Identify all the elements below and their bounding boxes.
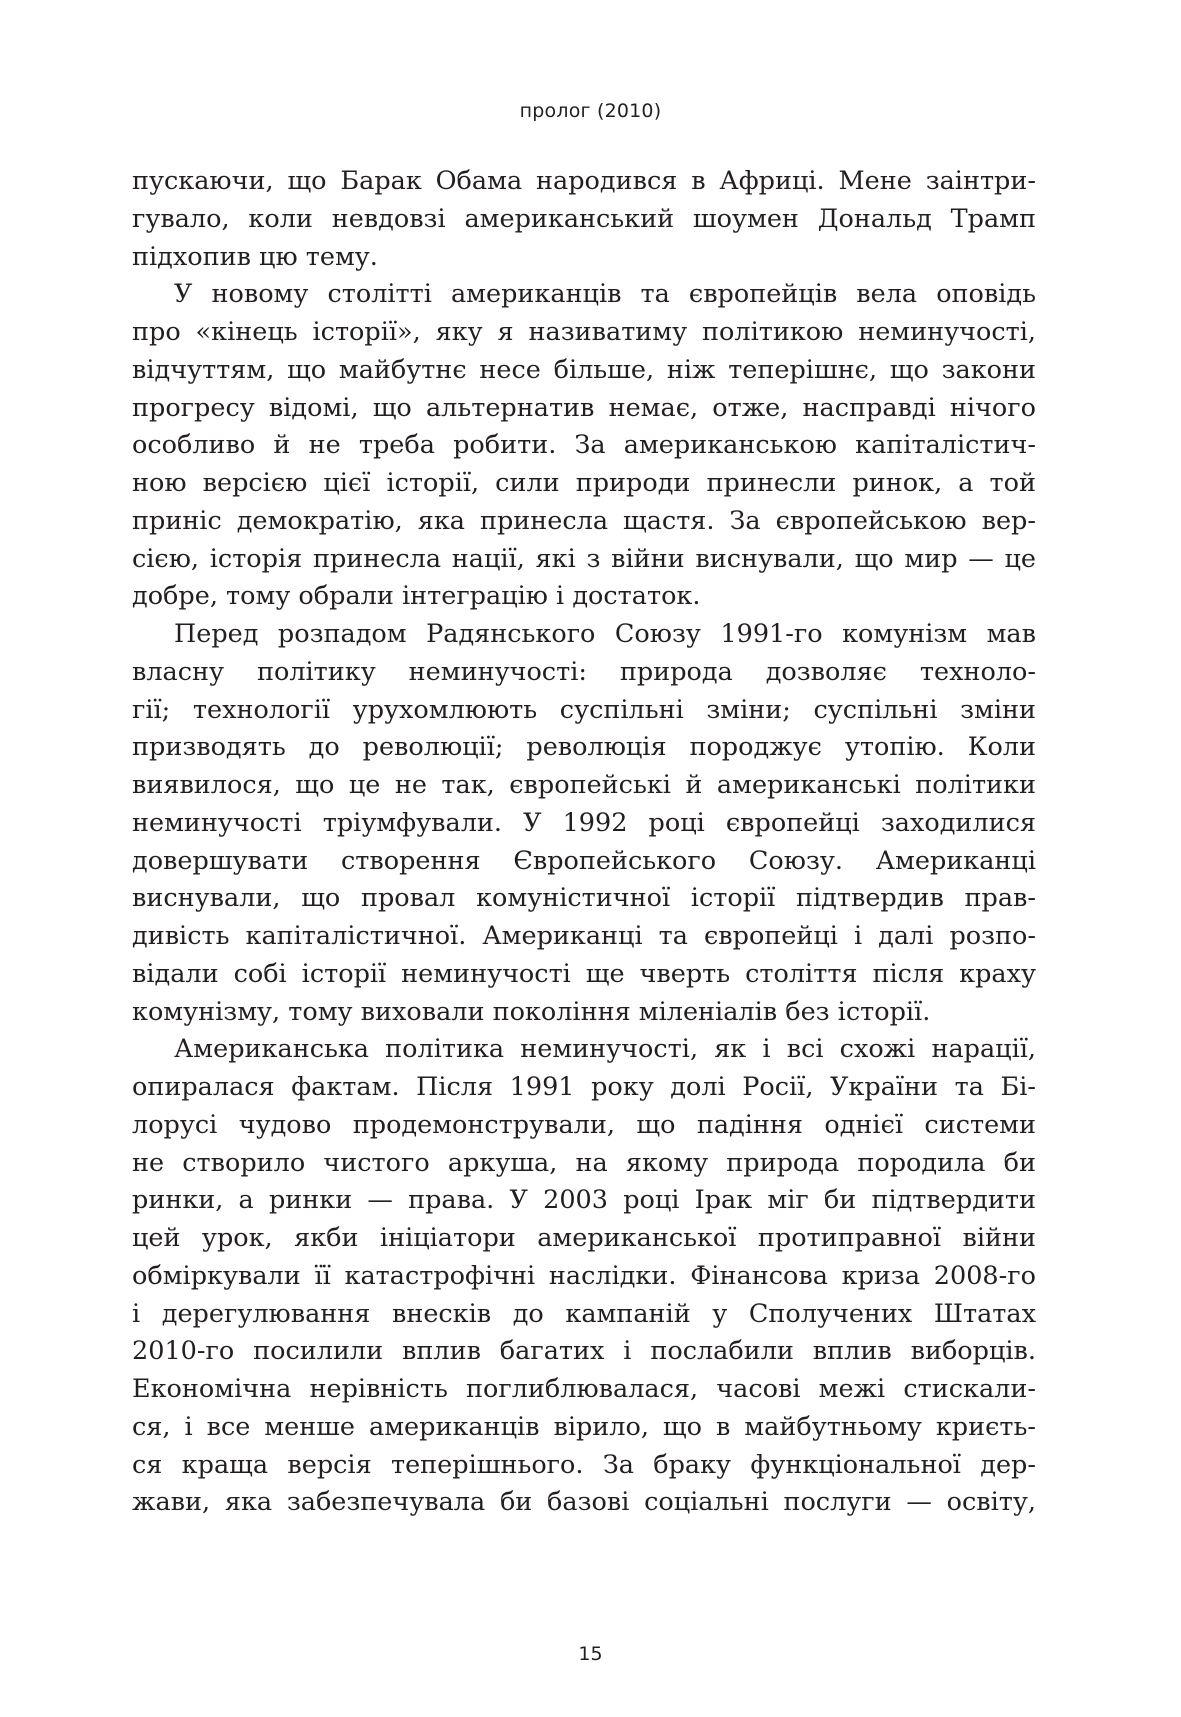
text-line: 2010-го посилили вплив багатих і послабили вплив виборців. [132, 1336, 1036, 1367]
text-line: виснували, що провал комуністичної історії підтвердив прав- [132, 883, 1036, 914]
text-line: про «кінець історії», яку я називатиму політикою неминучості, [132, 317, 1036, 347]
text-line: сією, історія принесла нації, які з війни виснували, що мир — це [132, 543, 1036, 574]
paragraph [132, 276, 1036, 616]
text-line: добре, тому обрали інтеграцію і достаток. [132, 581, 701, 612]
running-head: пролог (2010) [519, 100, 662, 122]
text-line: приніс демократію, яка принесла щастя. За європейською вер- [132, 505, 1036, 536]
text-line: виявилося, що це не так, європейські й американські політики [132, 770, 1036, 800]
text-line: ся краща версія теперішнього. За браку функціональної дер- [132, 1449, 1036, 1480]
text-line: відали собі історії неминучості ще чверть століття після краху [132, 958, 1036, 989]
text-line: неминучості тріумфували. У 1992 році європейці заходилися [132, 807, 1036, 838]
text-line: довершувати створення Європейського Союзу. Американці [132, 845, 1036, 876]
text-line: Перед розпадом Радянського Союзу 1991-го комунізм мав [174, 619, 1036, 649]
text-line: Американська політика неминучості, як і всі схожі нарації, [174, 1034, 1036, 1065]
paragraph [132, 163, 1036, 276]
text-line: Економічна нерівність поглиблювалася, часові межі стискали- [132, 1374, 1036, 1404]
text-line: відчуттям, що майбутнє несе більше, ніж теперішнє, що закони [132, 354, 1036, 385]
text-line: призводять до революції; революція породжує утопію. Коли [132, 732, 1036, 763]
paragraph [132, 616, 1036, 1031]
text-line: лорусі чудово продемонстрували, що падіння однієї системи [132, 1109, 1036, 1140]
paragraph [132, 1031, 1036, 1522]
text-line: пускаючи, що Барак Обама народився в Африці. Мене заінтри- [132, 166, 1036, 196]
text-line: У новому столітті американців та європейців вела оповідь [174, 279, 1036, 310]
text-line: жави, яка забезпечувала би базові соціальні послуги — освіту, [132, 1487, 1036, 1518]
text-line: власну політику неминучості: природа дозволяє техноло- [132, 656, 1036, 687]
text-line: комунізму, тому виховали покоління міленіалів без історії. [132, 996, 931, 1027]
text-line: ною версією цієї історії, сили природи принесли ринок, а той [132, 468, 1036, 498]
text-line: підхопив цю тему. [132, 241, 378, 272]
page-number: 15 [578, 1643, 603, 1665]
text-line: не створило чистого аркуша, на якому природа породила би [132, 1147, 1036, 1178]
text-line: і дерегулювання внесків до кампаній у Сполучених Штатах [132, 1298, 1036, 1329]
text-line: дивість капіталістичної. Американці та європейці і далі розпо- [132, 921, 1036, 951]
text-line: гії; технології урухомлюють суспільні зміни; суспільні зміни [132, 694, 1036, 725]
text-line: ся, і все менше американців вірило, що в майбутньому криєть- [132, 1411, 1036, 1442]
text-line: опиралася фактам. Після 1991 року долі Росії, України та Бі- [132, 1072, 1036, 1102]
text-line: ринки, а ринки — права. У 2003 році Ірак міг би підтвердити [132, 1185, 1036, 1216]
text-line: цей урок, якби ініціатори американської протиправної війни [132, 1223, 1036, 1253]
text-line: прогресу відомі, що альтернатив немає, отже, насправді нічого [132, 392, 1036, 423]
body-text [132, 163, 1036, 1522]
text-line: гувало, коли невдовзі американський шоумен Дональд Трамп [132, 203, 1036, 234]
text-line: обміркували її катастрофічні наслідки. Фінансова криза 2008-го [132, 1260, 1036, 1291]
text-line: особливо й не треба робити. За американською капіталістич- [132, 430, 1036, 461]
